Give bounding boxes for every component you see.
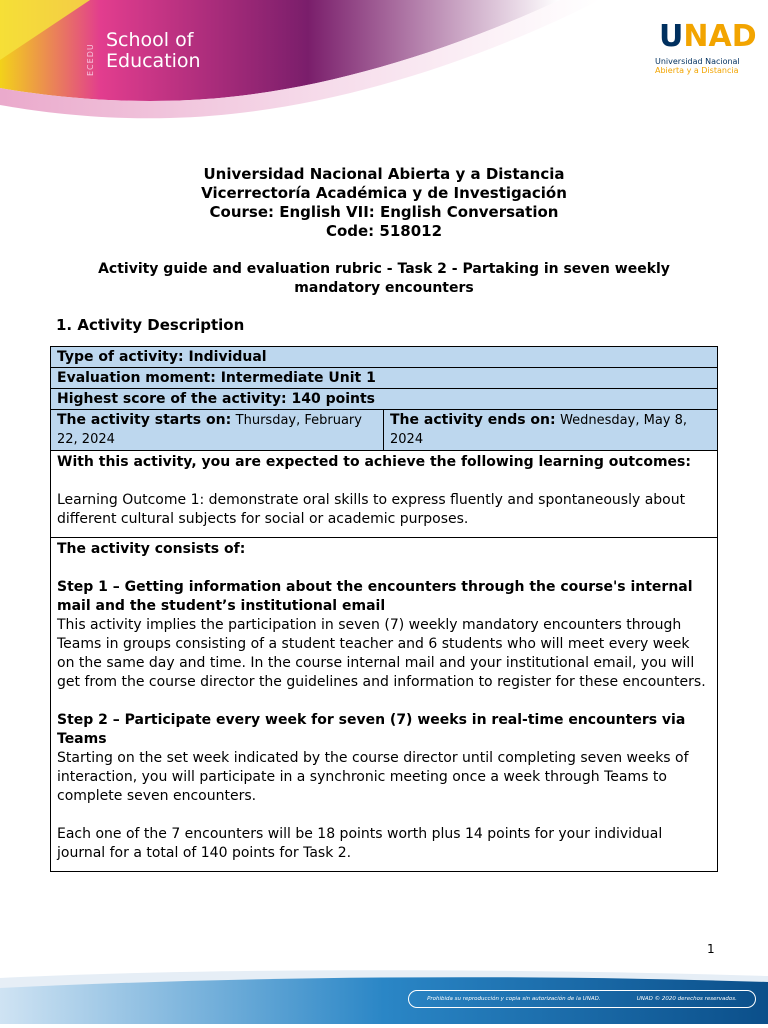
- title-vicerrectoria: Vicerrectoría Académica y de Investigación: [201, 184, 567, 202]
- start-date-cell: The activity starts on: Thursday, February 22, 2024: [51, 410, 384, 450]
- step-1-heading: Step 1 – Getting information about the encounters through the course's internal mail and the student’s institutional email: [57, 579, 693, 614]
- end-date-cell: The activity ends on: Wednesday, May 8, 2024: [390, 412, 688, 447]
- step-2-heading: Step 2 – Participate every week for seven (7) weeks in real-time encounters via Teams: [57, 712, 686, 747]
- footer-notice: Prohibida su reproducción y copia sin autorización de la UNAD.: [427, 996, 601, 1002]
- footer-copyright: UNAD © 2020 derechos reservados.: [636, 996, 737, 1002]
- activity-guide-subtitle: Activity guide and evaluation rubric - Task 2 - Partaking in seven weekly mandatory encounters: [98, 261, 670, 296]
- learning-outcomes-heading: With this activity, you are expected to achieve the following learning outcomes:: [57, 454, 691, 470]
- activity-consists-heading: The activity consists of:: [57, 541, 246, 557]
- learning-outcome-1: Learning Outcome 1: demonstrate oral skills to express fluently and spontaneously about different cultural subjects for social or academic purposes.: [57, 492, 686, 527]
- unad-subtitle-2: Abierta y a Distancia: [655, 66, 739, 75]
- page-number: 1: [707, 942, 715, 956]
- step-2-text: Starting on the set week indicated by the course director until completing seven weeks of interaction, you will participate in a synchronic meeting once a week through Teams to complete seven encounters.: [57, 750, 689, 804]
- activity-dates-row: [51, 410, 717, 451]
- footer-notice-bar: [408, 990, 756, 1008]
- unad-subtitle-1: Universidad Nacional: [655, 57, 740, 66]
- step-1-text: This activity implies the participation in seven (7) weekly mandatory encounters through Teams in groups consisting of a student teacher and 6 students who will meet every week on the same day and time. In the course internal mail and your institutional email, you will get from the course director the guidelines and information to register for these encounters.: [57, 617, 706, 690]
- type-of-activity-row: Type of activity: Individual: [51, 347, 717, 368]
- evaluation-moment-row: Evaluation moment: Intermediate Unit 1: [51, 368, 717, 389]
- school-name: School of Education: [106, 29, 201, 72]
- footer-banner: [0, 968, 768, 1024]
- section-heading: 1. Activity Description: [56, 316, 245, 334]
- unad-logo: [655, 20, 755, 75]
- title-course: Course: English VII: English Conversation: [209, 203, 559, 221]
- header-banner: [0, 0, 768, 125]
- activity-description-table: [50, 346, 718, 872]
- document-title-block: [0, 165, 768, 241]
- highest-score-row: Highest score of the activity: 140 points: [51, 389, 717, 410]
- school-tag: ECEDU: [86, 43, 95, 76]
- activity-steps-block: [51, 537, 717, 871]
- points-text: Each one of the 7 encounters will be 18 points worth plus 14 points for your individual journal for a total of 140 points for Task 2.: [57, 826, 663, 861]
- title-code: Code: 518012: [325, 222, 443, 240]
- unad-wordmark: UNAD: [659, 19, 757, 54]
- learning-outcomes-block: [51, 451, 717, 537]
- title-university: Universidad Nacional Abierta y a Distancia: [203, 165, 565, 183]
